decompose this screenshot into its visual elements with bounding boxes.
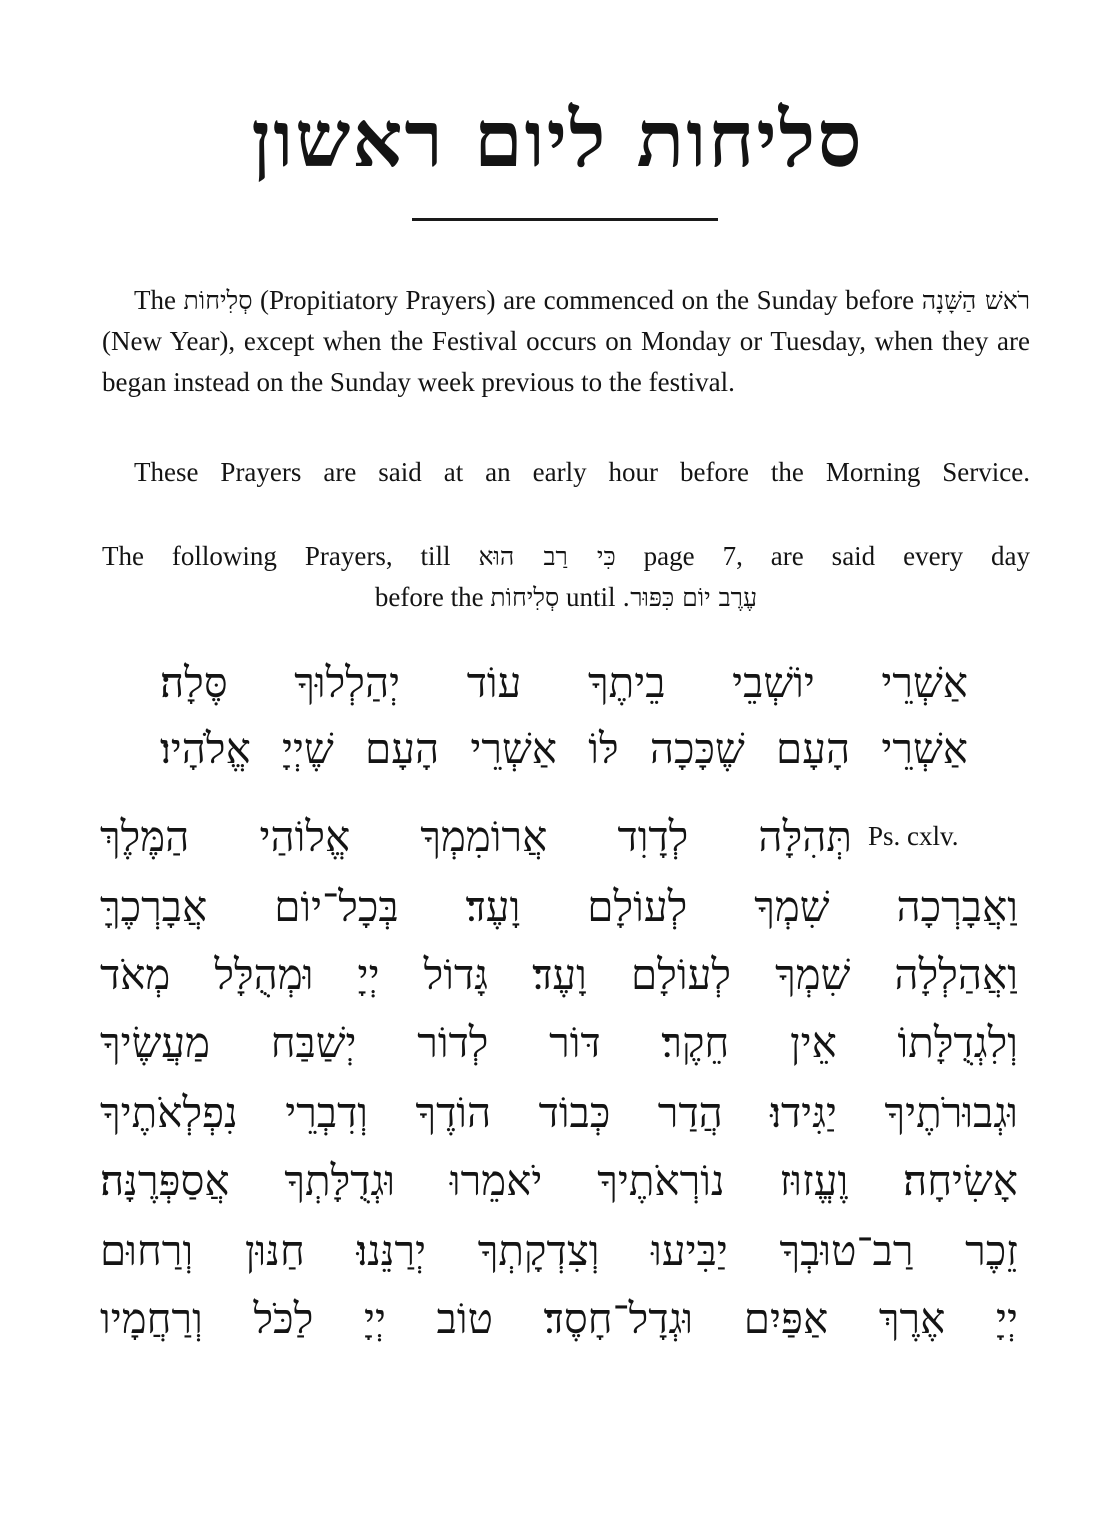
- hebrew-ki-rav-hu: כִּי רַב הוּא: [478, 542, 616, 571]
- following-prayers-note: [102, 536, 1030, 618]
- psalm-line-3: וַאֲהַלְלָה שִׁמְךָ לְעוֹלָם וָעֶד׃ גָּדוֹל יְיָ וּמְהֻלָּל מְאֹד: [100, 950, 1018, 999]
- psalm-line-2: וַאֲבָרְכָה שִׁמְךָ לְעוֹלָם וָעֶד׃ בְּכָל־יוֹם אֲבָרְכֶךָּ: [100, 882, 1018, 931]
- intro-paragraph-2: These Prayers are said at an early hour before the Morning Service.: [134, 457, 1030, 487]
- psalm-line-6: אָשִׂיחָה׃ וֶעֱזוּז נוֹרְאֹתֶיךָ יֹאמֵרוּ וּגְדֻלָּתְךָ אֲסַפְּרֶנָּה׃: [100, 1156, 1018, 1205]
- title-divider: [412, 218, 718, 221]
- intro-text-1: (Propitiatory Prayers) are commenced on the Sunday before: [260, 285, 915, 315]
- page-title: סליחות ליום ראשון: [251, 94, 864, 185]
- intro-paragraph: [102, 280, 1030, 403]
- ashrei-verse-1: אַשְׁרֵי יוֹשְׁבֵי בֵיתֶךָ עוֹד יְהַלְלוּךָ סֶּלָה׃: [160, 658, 968, 707]
- hebrew-selichot: סְלִיחוֹת: [183, 286, 253, 315]
- psalm-line-4: וְלִגְדֻלָּתוֹ אֵין חֵקֶר׃ דּוֹר לְדוֹר יְשַׁבַּח מַעֲשֶׂיךָ: [100, 1018, 1018, 1067]
- intro-the: The: [134, 285, 176, 315]
- intro-text-2: (New Year), except when the Festival occurs on Monday or Tuesday, when they are began instead on the Sunday week previous to the festival.: [102, 326, 1030, 397]
- psalm-line-1: תְּהִלָּה לְדָוִד אֲרוֹמִמְךָ אֱלוֹהַי הַמֶּלֶךְ: [100, 812, 852, 861]
- following-text-2: page 7, are said every day: [643, 541, 1031, 571]
- ashrei-verse-2: אַשְׁרֵי הָעָם שֶׁכָּכָה לּוֹ אַשְׁרֵי הָעָם שֶׁיְיָ אֱלֹהָיו׃: [160, 724, 968, 773]
- psalm-line-5: וּגְבוּרֹתֶיךָ יַגִּידוּ׃ הֲדַר כְּבוֹד הוֹדֶךָ וְדִבְרֵי נִפְלְאֹתֶיךָ: [100, 1088, 1018, 1137]
- hebrew-erev-yom-kippur: עֶרֶב יוֹם כִּפּוּר.: [622, 583, 758, 612]
- psalm-label: Ps. cxlv.: [868, 821, 959, 851]
- hebrew-selichot-2: סְלִיחוֹת: [490, 583, 560, 612]
- following-text-3: before the: [374, 582, 484, 612]
- hebrew-rosh-hashanah: רֹאשׁ הַשָּׁנָה: [921, 286, 1031, 315]
- following-line-2: [102, 577, 1030, 618]
- following-text-1: The following Prayers, till: [102, 541, 451, 571]
- following-line-1: [102, 536, 1030, 577]
- psalm-line-8: יְיָ אֶרֶךְ אַפַּיִם וּגְדָל־חָסֶד׃ טוֹב יְיָ לַכֹּל וְרַחֲמָיו: [100, 1294, 1018, 1343]
- following-text-4: until: [565, 582, 616, 612]
- psalm-line-7: זֵכֶר רַב־טוּבְךָ יַבִּיעוּ וְצִדְקָתְךָ יְרַנֵּנוּ׃ חַנּוּן וְרַחוּם: [100, 1226, 1018, 1275]
